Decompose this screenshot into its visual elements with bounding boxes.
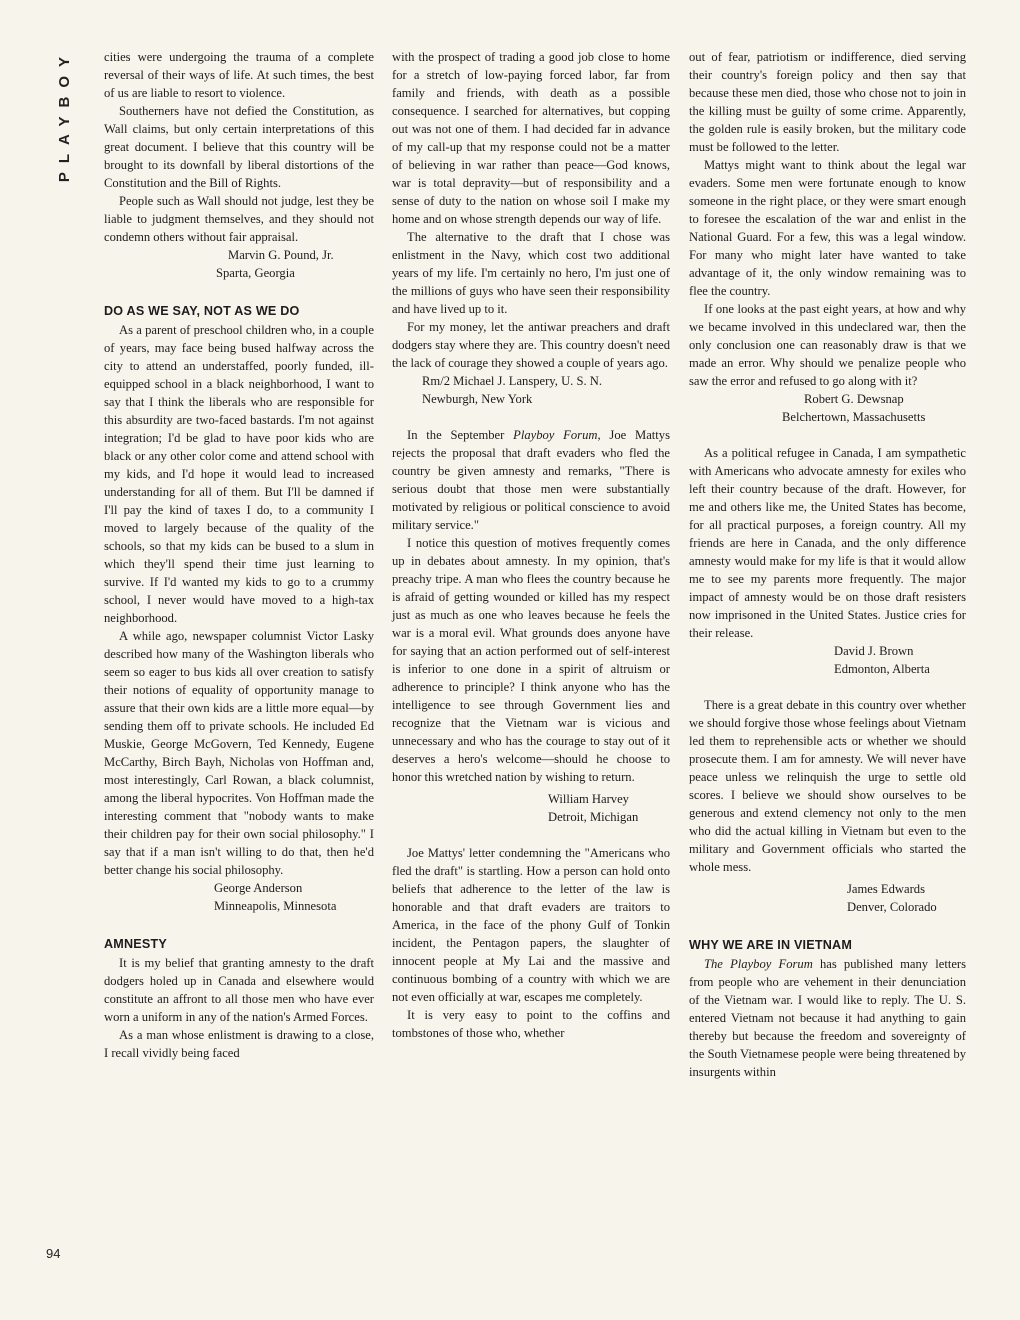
signature <box>104 879 374 915</box>
signature <box>104 246 374 282</box>
letter-paragraph: Mattys might want to think about the legal war evaders. Some men were fortunate enough to know someone in the right place, or they were smart enough to foresee the escalation of the war and enlist in the National Guard. For a few, this was a legal window. For many who might later have wanted to take advantage of it, the only window remaining was to flee the country. <box>689 158 966 298</box>
section-heading: WHY WE ARE IN VIETNAM <box>689 938 853 952</box>
letter-paragraph: Joe Mattys' letter condemning the "Americans who fled the draft" is startling. How a person can hold onto beliefs that adherence to the letter of the law is honorable and that draft evaders are traitors to America, in the face of the phony Gulf of Tonkin incident, the Pentagon papers, the slaughter of innocent people at My Lai and the massive and continuous bombing of a country with which we are not even officially at war, escapes me completely. <box>392 846 670 1004</box>
magazine-title: Playboy Forum, <box>513 428 601 442</box>
signature <box>689 642 966 678</box>
magazine-title: The Playboy Forum <box>704 957 813 971</box>
section-heading: DO AS WE SAY, NOT AS WE DO <box>104 304 300 318</box>
section-heading: AMNESTY <box>104 937 167 951</box>
letter-paragraph: As a political refugee in Canada, I am sympathetic with Americans who advocate amnesty for exiles who left their country because of the draft. However, for me and others like me, the United States has become, for all practical purposes, a foreign country. All my friends are here in Canada, and the only difference amnesty would make for my life is that it would allow me to see my parents more frequently. The major impact of amnesty would be on those draft resisters now imprisoned in the United States. Justice cries for their release. <box>689 446 966 640</box>
signature-name: Rm/2 Michael J. Lanspery, U. S. N. <box>422 374 603 388</box>
column-2 <box>392 48 670 1042</box>
signature-place: Denver, Colorado <box>847 900 937 914</box>
signature <box>392 372 670 408</box>
letter-paragraph: It is my belief that granting amnesty to the draft dodgers holed up in Canada and elsewhere would constitute an affront to all those men who have ever worn a uniform in any of the nation's Armed Forces. <box>104 956 374 1024</box>
column-1 <box>104 48 374 1062</box>
letter-paragraph: out of fear, patriotism or indifference, died serving their country's foreign policy and then say that because these men died, those who chose not to join in the killing must be guilty of some crime. Apparently, the golden rule is easily broken, but the military code must be followed to the letter. <box>689 50 966 154</box>
running-head: PLAYBOY <box>56 48 73 183</box>
letter-paragraph <box>392 426 670 534</box>
letter-paragraph: The alternative to the draft that I chose was enlistment in the Navy, which cost two additional years of my life. I'm certainly no hero, I'm just one of the millions of guys who have seen their responsibility and have lived up to it. <box>392 230 670 316</box>
signature-place: Edmonton, Alberta <box>834 662 930 676</box>
signature <box>689 880 966 916</box>
letter-paragraph <box>689 955 966 1081</box>
letter-paragraph: For my money, let the antiwar preachers and draft dodgers stay where they are. This country doesn't need the lack of courage they showed a couple of years ago. <box>392 320 670 370</box>
signature <box>689 390 966 426</box>
letter-paragraph: If one looks at the past eight years, at how and why we became involved in this undeclared war, then the only conclusion one can reasonably draw is that we made an error. Why should we penalize people who saw the error and refused to go along with it? <box>689 302 966 388</box>
letter-paragraph: cities were undergoing the trauma of a complete reversal of their ways of life. At such times, the best of us are liable to resort to violence. <box>104 50 374 100</box>
signature-place: Belchertown, Massachusetts <box>782 410 926 424</box>
signature <box>392 790 670 826</box>
signature-place: Detroit, Michigan <box>548 810 639 824</box>
signature-place: Minneapolis, Minnesota <box>214 899 337 913</box>
letter-paragraph: As a man whose enlistment is drawing to a close, I recall vividly being faced <box>104 1028 374 1060</box>
letter-paragraph: There is a great debate in this country over whether we should forgive those whose feelings about Vietnam led them to reprehensible acts or whether we should prosecute them. I am for amnesty. We will never have peace unless we relinquish the urge to settle old scores. I believe we should show ourselves to be generous and extend clemency not only to the men who did the actual killing in Vietnam but even to the military and Government officials who started the whole mess. <box>689 698 966 874</box>
page-number: 94 <box>46 1246 61 1261</box>
signature-name: George Anderson <box>214 881 303 895</box>
signature-name: Marvin G. Pound, Jr. <box>228 248 334 262</box>
signature-name: Robert G. Dewsnap <box>804 392 904 406</box>
letter-paragraph: A while ago, newspaper columnist Victor Lasky described how many of the Washington liberals who seem so eager to bus kids all over creation to satisfy their notions of equality of opportunity manage to assure that their own kids are a little more equal—by sending them off to private schools. He included Ed Muskie, George McGovern, Ted Kennedy, Eugene McCarthy, Birch Bayh, Nicholas von Hoffman and, most interestingly, Carl Rowan, a black columnist, among the liberal hypocrites. Von Hoffman made the interesting comment that "nobody wants to make their children pay for their own social philosophy." I say that if a man isn't willing to do that, then he'd better change his social philosophy. <box>104 629 374 877</box>
letter-text: has published many letters from people who are vehement in their denunciation of the Vietnam war. I would like to reply. The U. S. entered Vietnam not because it had anything to gain thereby but because the freedom and sovereignty of the South Vietnamese people were being threatened by insurgents within <box>689 957 967 1079</box>
letter-paragraph: I notice this question of motives frequently comes up in debates about amnesty. In my opinion, that's preachy tripe. A man who flees the country because he is afraid of getting wounded or killed has my respect just as much as one who leaves because he feels the war is a moral evil. What grounds does anyone have for saying that an action performed out of self-interest is inferior to one done in a spirit of altruism or adherence to principle? I think anyone who has the intelligence to see through Government lies and recognize that the Vietnam war is vicious and unnecessary and who has the courage to stay out of it deserves a hero's welcome—should he choose to honor this wretched nation by wishing to return. <box>392 536 670 784</box>
signature-name: James Edwards <box>847 882 925 896</box>
letter-paragraph: As a parent of preschool children who, in a couple of years, may face being bused halfway across the city to attend an understaffed, poorly funded, ill-equipped school in a black neighborhood, I want to say that I think the liberals who are responsible for this absurdity are two-faced bastards. I'm not against integration; I'd be glad to have poor kids who are black or any other color come and attend school with my kids, and I'd hope it would lead to increased understanding for all of them. But I'll be damned if I'll pay the kind of taxes I do, to a community I moved to largely because of the quality of the schools, so that my kids can be bused to a slum in which they'll spend their time just learning to survive. If I'd wanted my kids to go to a crummy school, I never would have moved to a high-tax neighborhood. <box>104 323 374 625</box>
signature-place: Newburgh, New York <box>422 392 533 406</box>
column-3 <box>689 48 966 1081</box>
letter-paragraph: People such as Wall should not judge, lest they be liable to judgment themselves, and they should not condemn others without fair appraisal. <box>104 194 374 244</box>
signature-name: David J. Brown <box>834 644 914 658</box>
signature-name: William Harvey <box>548 792 629 806</box>
letter-paragraph: Southerners have not defied the Constitution, as Wall claims, but only certain interpretations of this great document. I believe that this country will be brought to its downfall by liberal distortions of the Constitution and the Bill of Rights. <box>104 104 374 190</box>
letter-text: Joe Mattys rejects the proposal that draft evaders who fled the country be given amnesty and remarks, "There is serious doubt that those men were substantially motivated by religious or political conscience to avoid military service." <box>392 428 670 532</box>
letter-text: In the September <box>407 428 514 442</box>
signature-place: Sparta, Georgia <box>216 266 295 280</box>
letter-paragraph: with the prospect of trading a good job close to home for a stretch of low-paying forced labor, far from family and friends, with death as a possible consequence. I searched for alternatives, but copping out was not one of them. I had decided far in advance of my call-up that my response could not be a matter of believing in war rather than peace—God knows, war is total depravity—but of responsibility and a sense of duty to the nation on whose soil I make my home and on whose strength depends our way of life. <box>392 50 670 226</box>
letter-paragraph: It is very easy to point to the coffins and tombstones of those who, whether <box>392 1008 670 1040</box>
